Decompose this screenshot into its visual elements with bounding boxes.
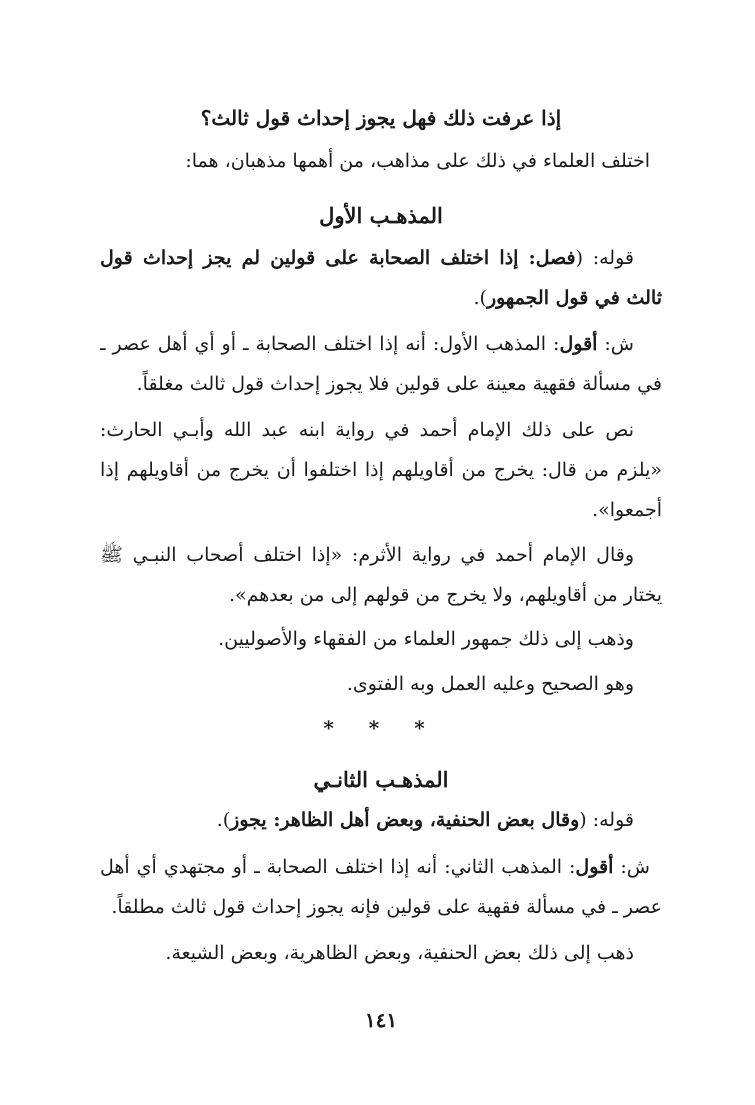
section-separator: * * * [323, 716, 439, 740]
quote-end: ). [216, 809, 231, 831]
intro-paragraph: اختلف العلماء في ذلك على مذاهب، من أهمها مذهبان، هما: [185, 150, 650, 172]
followers-paragraph: ذهب إلى ذلك بعض الحنفية، وبعض الظاهرية، وبعض الشيعة. [165, 942, 634, 964]
second-school-commentary [100, 847, 662, 927]
commentary-bold: أقول [559, 333, 598, 355]
first-school-heading: المذهـب الأول [319, 203, 443, 228]
commentary-label: ش: [613, 856, 651, 878]
ahmad-intro: نص على ذلك الإمام أحمد في رواية ابنه عبد الله وأبـي الحارث: [100, 419, 634, 441]
quote-end: ). [473, 287, 487, 309]
second-school-quote [100, 800, 662, 840]
quote-text: وقال بعض الحنفية، وبعض أهل الظاهر: يجوز [230, 809, 580, 831]
commentary-label: ش: [597, 333, 634, 355]
ahmad-quote: «يلزم من قال: يخرج من أقاويلهم إذا اختلفوا أن يخرج من أقاويلهم إذا أجمعوا». [100, 459, 662, 521]
jumhur-paragraph: وذهب إلى ذلك جمهور العلماء من الفقهاء والأصوليين. [218, 628, 634, 650]
second-school-heading: المذهـب الثانـي [313, 767, 449, 792]
athram-paragraph: وقال الإمام أحمد في رواية الأثرم: «إذا اختلف أصحاب النبـي ﷺ يختار من أقاويلهم، ولا يخرج من قولهم إلى من بعدهم». [100, 544, 662, 606]
quote-text: فصل: إذا اختلف الصحابة على قولين لم يجز إحداث قول ثالث في قول الجمهور [100, 247, 662, 309]
question-title: إذا عرفت ذلك فهل يجوز إحداث قول ثالث؟ [200, 106, 562, 130]
commentary-text: : المذهب الثاني: أنه إذا اختلف الصحابة ـ أو مجتهدي أي أهل عصر ـ في مسألة فقهية على قولين فإنه يجوز إحداث قول ثالث مطلقاً. [100, 856, 662, 918]
quote-label: قوله: ( [579, 809, 634, 831]
first-school-commentary [100, 324, 662, 404]
sahih-paragraph: وهو الصحيح وعليه العمل وبه الفتوى. [346, 673, 634, 695]
commentary-bold: أقول [575, 856, 614, 878]
first-school-quote [100, 238, 662, 318]
ahmad-text-paragraph [100, 410, 662, 530]
quote-label: قوله: ( [575, 247, 634, 269]
commentary-text: : المذهب الأول: أنه إذا اختلف الصحابة ـ أو أي أهل عصر ـ في مسألة فقهية معينة على قولين فلا يجوز إحداث قول ثالث مغلقاً. [100, 333, 662, 395]
page-number: ١٤١ [364, 1008, 398, 1032]
